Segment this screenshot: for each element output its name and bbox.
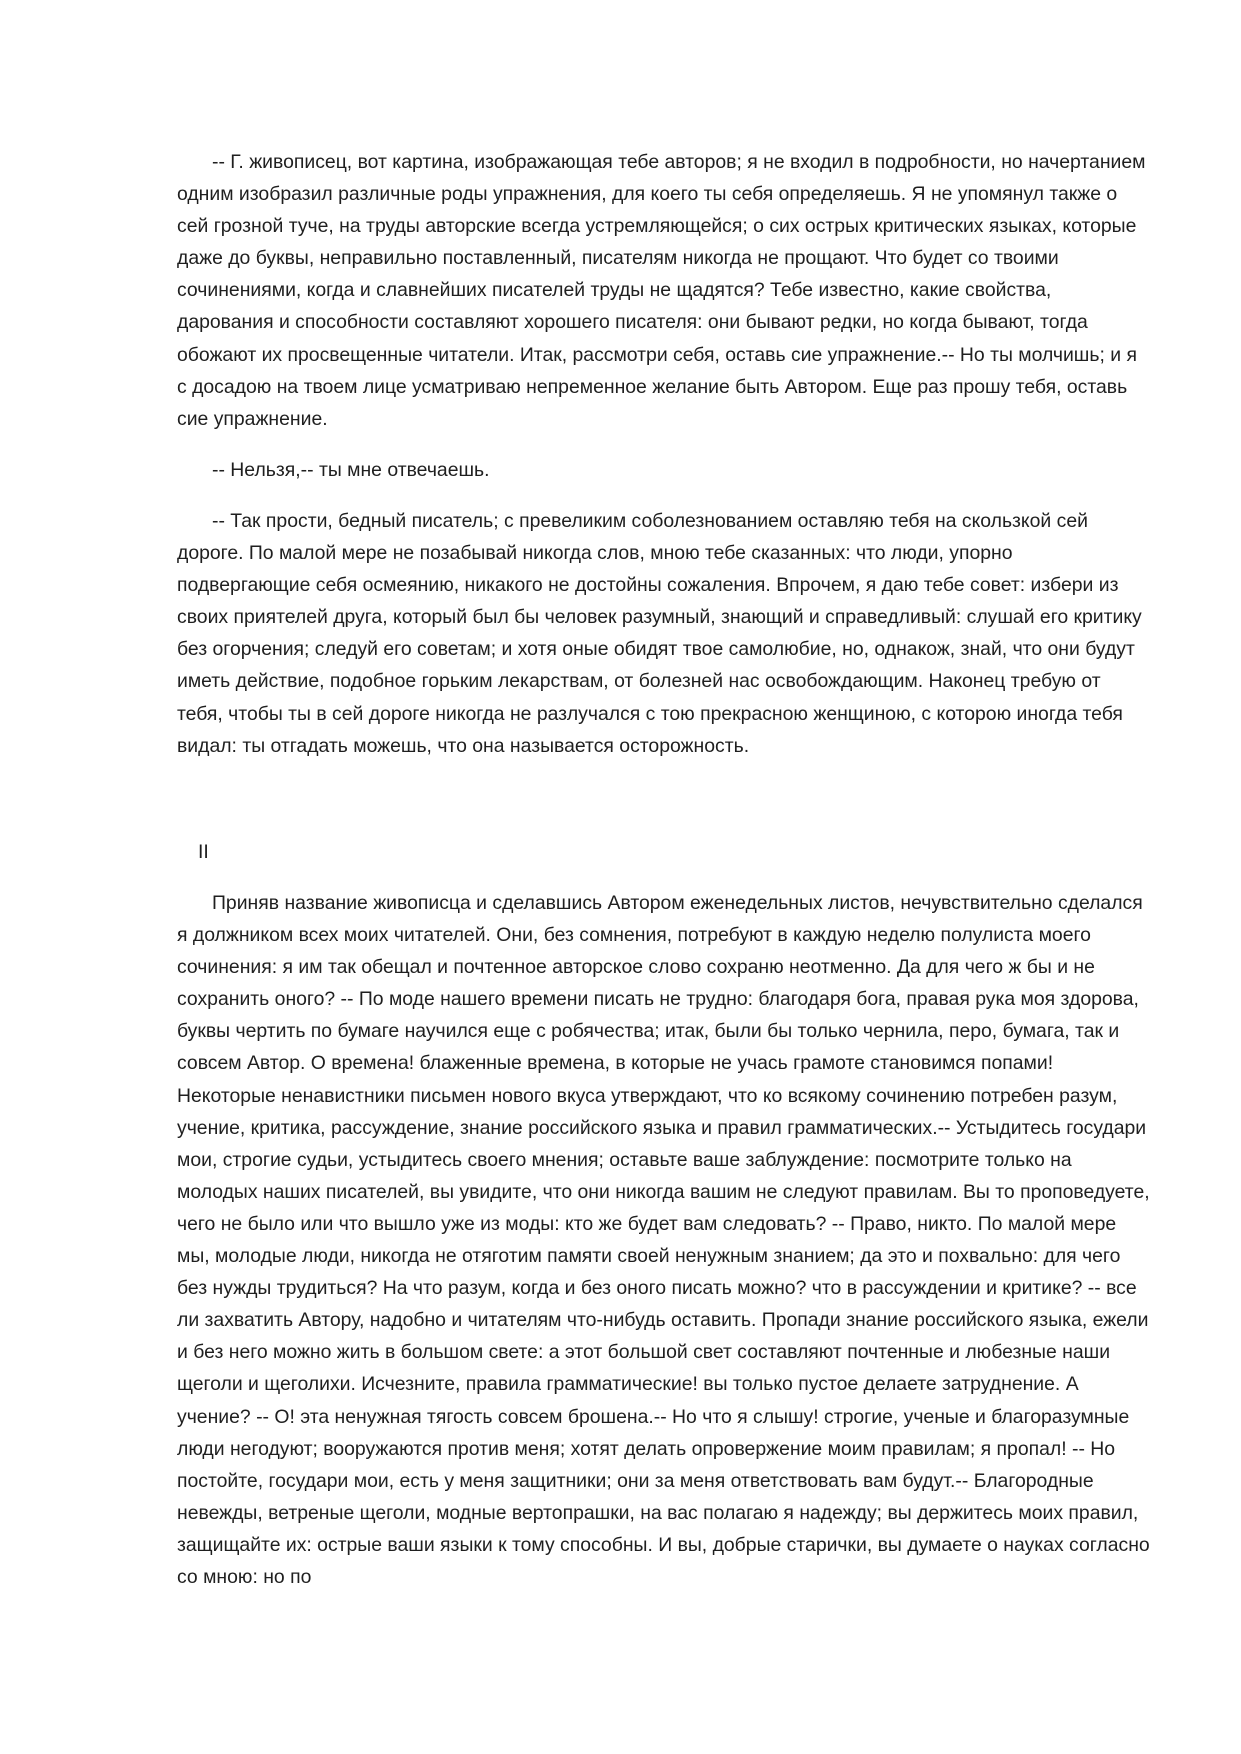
paragraph-weekly-sheets: Приняв название живописца и сделавшись Автором еженедельных листов, нечувствительно сделался я должником всех моих читателей. Они, без сомнения, потребуют в каждую неделю полулиста моего сочинения: я им так обещал и почтенное авторское слово сохраню неотменно. Да для чего ж бы и не сохранить оного? -- По моде нашего времени писать не трудно: благодаря бога, правая рука моя здорова, буквы чертить по бумаге научился еще с робячества; итак, были бы только чернила, перо, бумага, так и совсем Автор. О времена! блаженные времена, в которые не учась грамоте становимся попами! Некоторые ненавистники письмен нового вкуса утверждают, что ко всякому сочинению потребен разум, учение, критика, рассуждение, знание российского языка и правил грамматических.-- Устыдитесь государи мои, строгие судьи, устыдитесь своего мнения; оставьте ваше заблуждение: посмотрите только на молодых наших писателей, вы увидите, что они никогда вашим не следуют правилам. Вы то проповедуете, чего не было или что вышло уже из моды: кто же будет вам следовать? -- Право, никто. По малой мере мы, молодые люди, никогда не отяготим памяти своей ненужным знанием; да это и похвально: для чего без нужды трудиться? На что разум, когда и без оного писать можно? что в рассуждении и критике? -- все ли захватить Автору, надобно и читателям что-нибудь оставить. Пропади знание российского языка, ежели и без него можно жить в большом свете: а этот большой свет составляют почтенные и любезные наши щеголи и щеголихи. Исчезните, правила грамматические! вы только пустое делаете затруднение. А учение? -- О! эта ненужная тягость совсем брошена.-- Но что я слышу! строгие, ученые и благоразумные люди негодуют; вооружаются против меня; хотят делать опровержение моим правилам; я пропал! -- Но постойте, государи мои, есть у меня защитники; они за меня ответствовать вам будут.-- Благородные невежды, ветреные щеголи, модные вертопрашки, на вас полагаю я надежду; вы держитесь моих правил, защищайте их: острые ваши языки к тому способны. И вы, добрые старички, вы думаете о науках согласно со мною: но по	[177, 892, 1150, 1588]
section-2-heading: II	[198, 841, 209, 863]
paragraph-reply: -- Нельзя,-- ты мне отвечаешь.	[212, 458, 490, 481]
paragraph-painter-address: -- Г. живописец, вот картина, изображающая тебе авторов; я не входил в подробности, но начертанием одним изобразил различные роды упражнения, для коего ты себя определяешь. Я не упомянул также о сей грозной туче, на труды авторские всегда устремляющейся; о сих острых критических языках, которые даже до буквы, неправильно поставленный, писателям никогда не прощают. Что будет со твоими сочинениями, когда и славнейших писателей труды не щадятся? Тебе известно, какие свойства, дарования и способности составляют хорошего писателя: они бывают редки, но когда бывают, тогда обожают их просвещенные читатели. Итак, рассмотри себя, оставь сие упражнение.-- Но ты молчишь; и я с досадою на твоем лице усматриваю непременное желание быть Автором. Еще раз прошу тебя, оставь сие упражнение.	[177, 151, 1146, 430]
section-2-body	[177, 887, 1151, 1593]
paragraph-farewell-advice: -- Так прости, бедный писатель; с превеликим соболезнованием оставляю тебя на скользкой сей дороге. По малой мере не позабывай никогда слов, мною тебе сказанных: что люди, упорно подвергающие себя осмеянию, никакого не достойны сожаления. Впрочем, я даю тебе совет: избери из своих приятелей друга, который был бы человек разумный, знающий и справедливый: слушай его критику без огорчения; следуй его советам; и хотя оные обидят твое самолюбие, но, однакож, знай, что они будут иметь действие, подобное горьким лекарствам, от болезней нас освобождающим. Наконец требую от тебя, чтобы ты в сей дороге никогда не разлучался с тою прекрасною женщиною, с которою иногда тебя видал: ты отгадать можешь, что она называется осторожность.	[177, 509, 1142, 757]
section-1-body	[177, 146, 1151, 762]
